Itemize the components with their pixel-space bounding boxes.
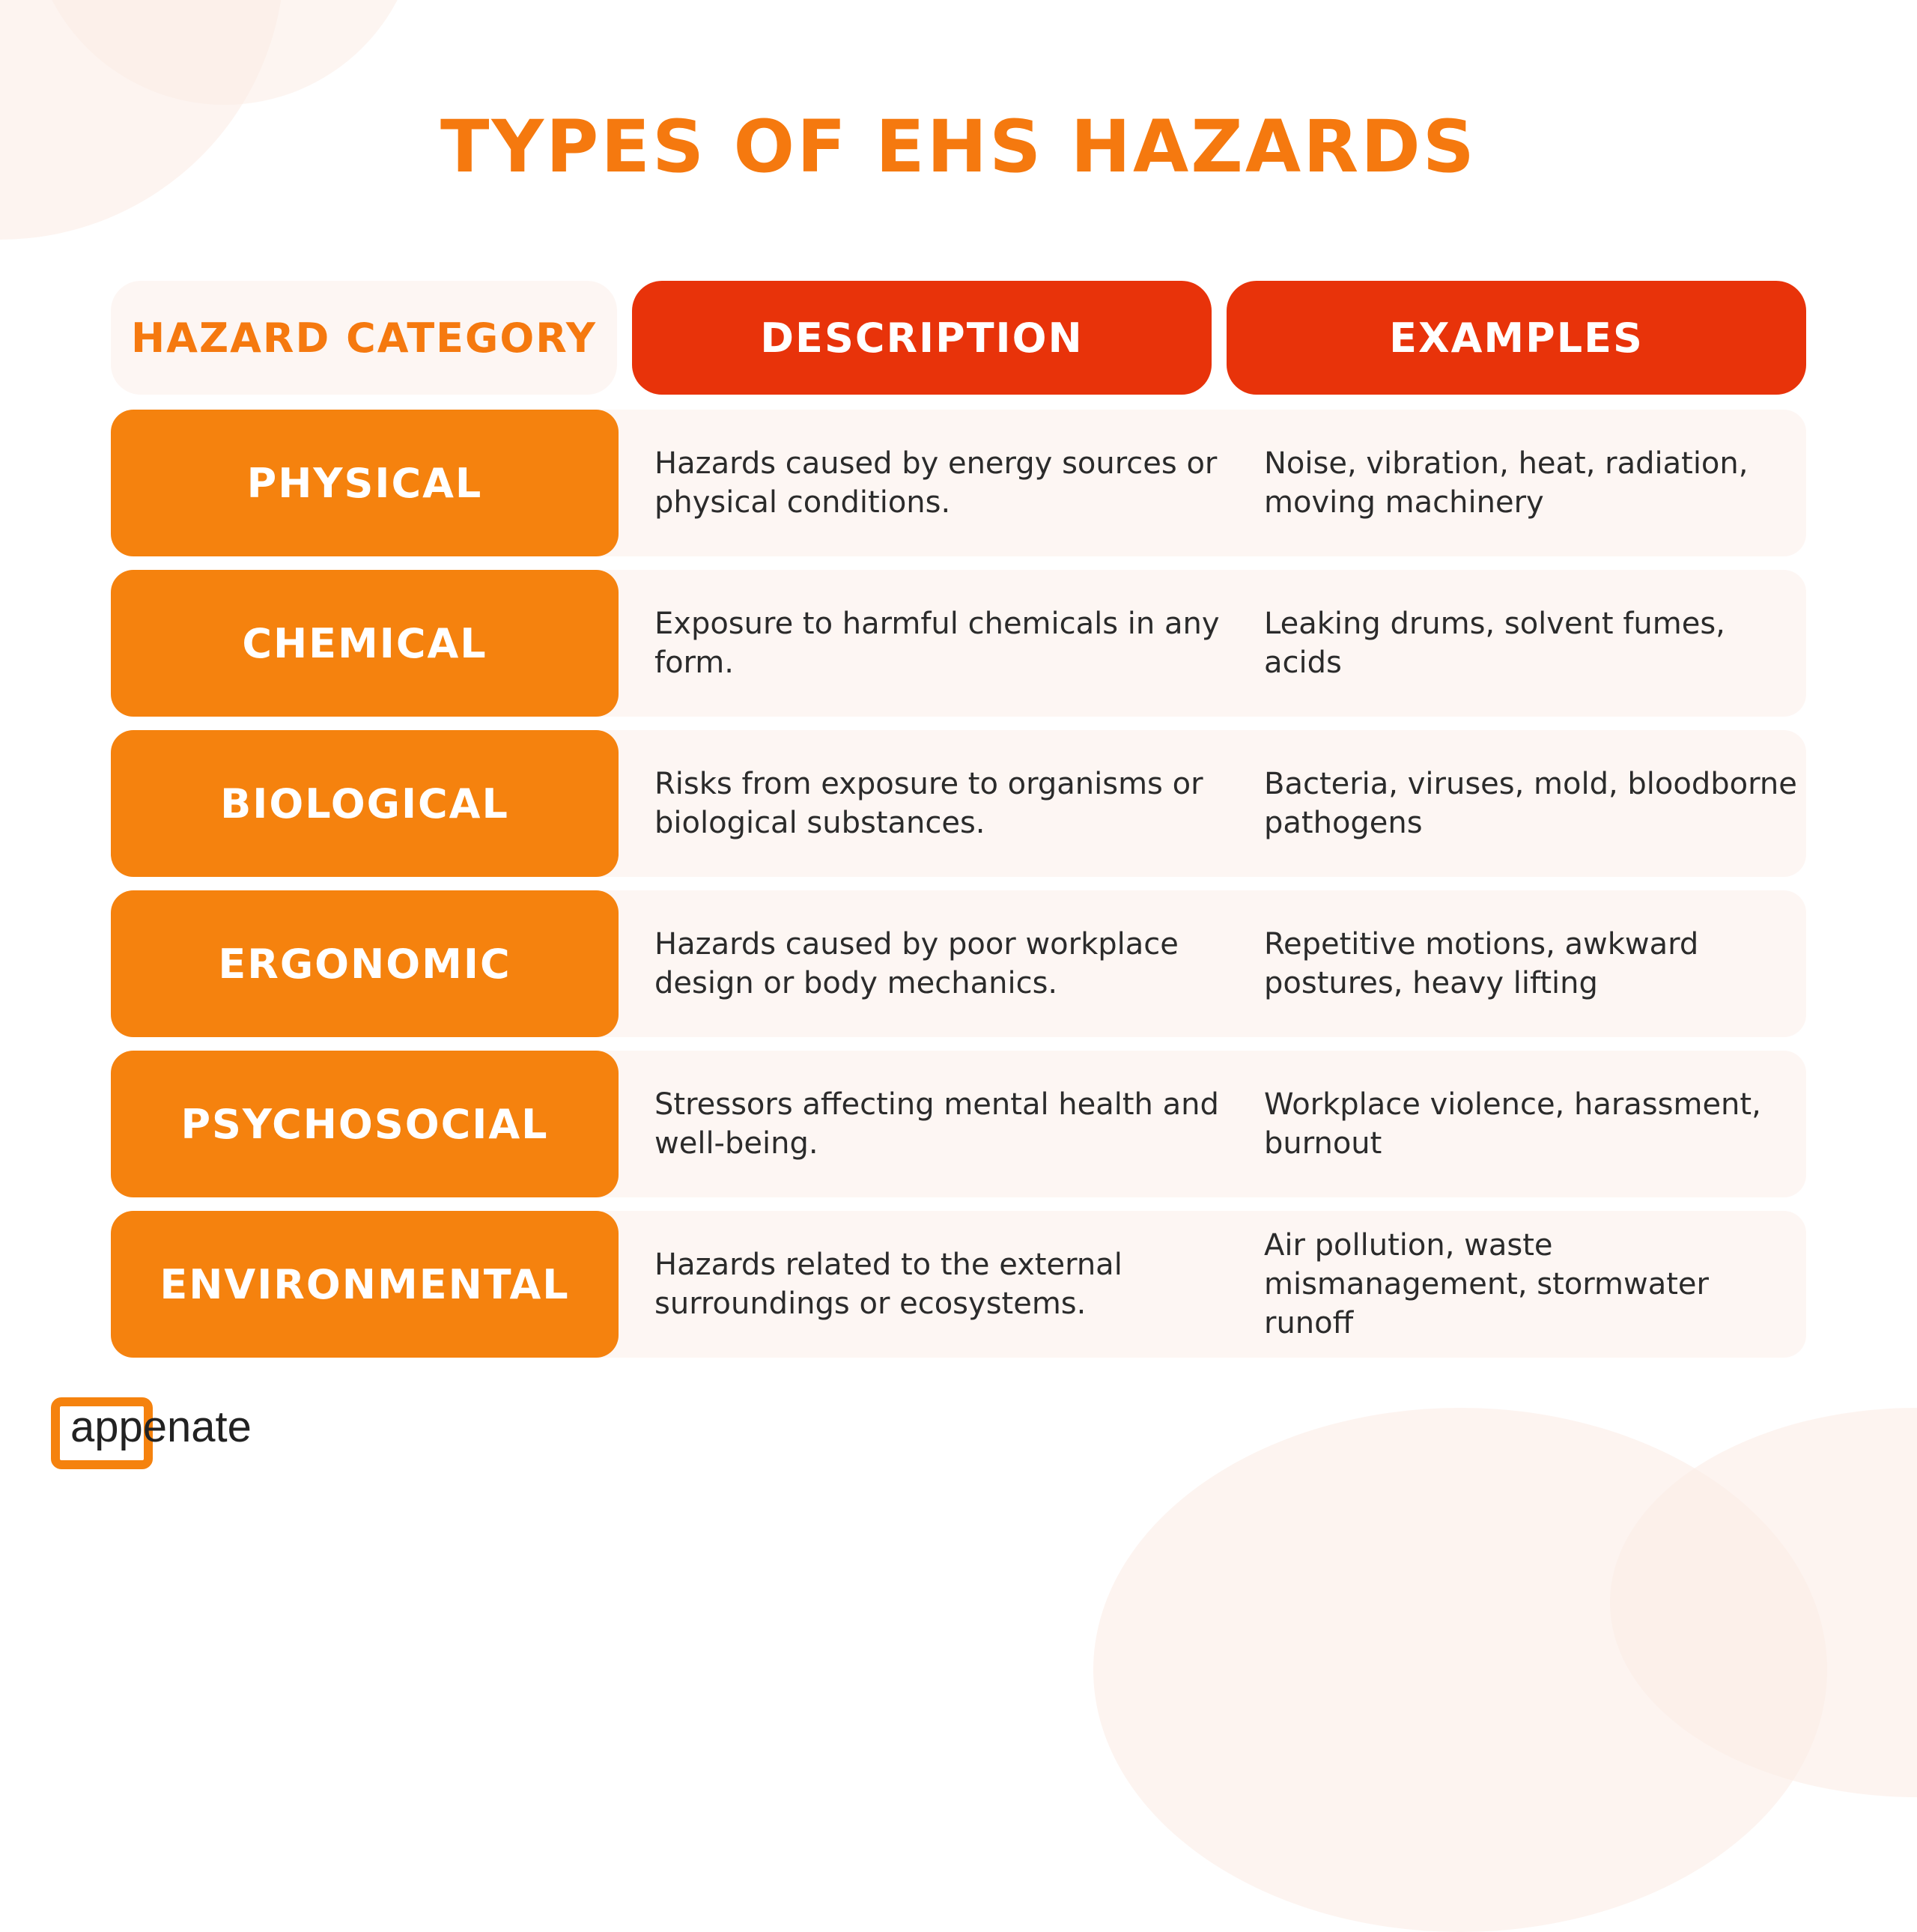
- description-cell: Hazards caused by energy sources or physical conditions.: [654, 446, 1218, 520]
- header-examples: EXAMPLES: [1227, 281, 1806, 395]
- header-hazard-category: HAZARD CATEGORY: [111, 281, 617, 395]
- examples-cell: Bacteria, viruses, mold, bloodborne pathogens: [1264, 767, 1797, 840]
- table-row: [111, 1051, 1806, 1197]
- logo-text: appenate: [70, 1403, 252, 1451]
- examples-cell: Workplace violence, harassment, burnout: [1264, 1087, 1761, 1161]
- category-cell: BIOLOGICAL: [111, 730, 619, 877]
- description-cell: Hazards related to the external surroundings or ecosystems.: [654, 1248, 1122, 1321]
- table-row: [111, 410, 1806, 556]
- appenate-logo: [51, 1397, 276, 1472]
- page-title: TYPES OF EHS HAZARDS: [440, 105, 1477, 189]
- examples-cell: Air pollution, waste mismanagement, stormwater runoff: [1264, 1228, 1709, 1340]
- table-row: [111, 890, 1806, 1037]
- category-cell: ERGONOMIC: [111, 890, 619, 1037]
- table-row: [111, 1211, 1806, 1358]
- examples-cell: Leaking drums, solvent fumes, acids: [1264, 607, 1725, 680]
- description-cell: Hazards caused by poor workplace design or body mechanics.: [654, 927, 1179, 1000]
- category-cell: CHEMICAL: [111, 570, 619, 717]
- description-cell: Exposure to harmful chemicals in any form.: [654, 607, 1220, 680]
- category-cell: ENVIRONMENTAL: [111, 1211, 619, 1358]
- examples-cell: Noise, vibration, heat, radiation, moving machinery: [1264, 446, 1749, 520]
- table-row: [111, 570, 1806, 717]
- header-description: DESCRIPTION: [632, 281, 1212, 395]
- category-cell: PSYCHOSOCIAL: [111, 1051, 619, 1197]
- examples-cell: Repetitive motions, awkward postures, heavy lifting: [1264, 927, 1699, 1000]
- description-cell: Risks from exposure to organisms or biological substances.: [654, 767, 1203, 840]
- category-cell: PHYSICAL: [111, 410, 619, 556]
- table-row: [111, 730, 1806, 877]
- description-cell: Stressors affecting mental health and well-being.: [654, 1087, 1219, 1161]
